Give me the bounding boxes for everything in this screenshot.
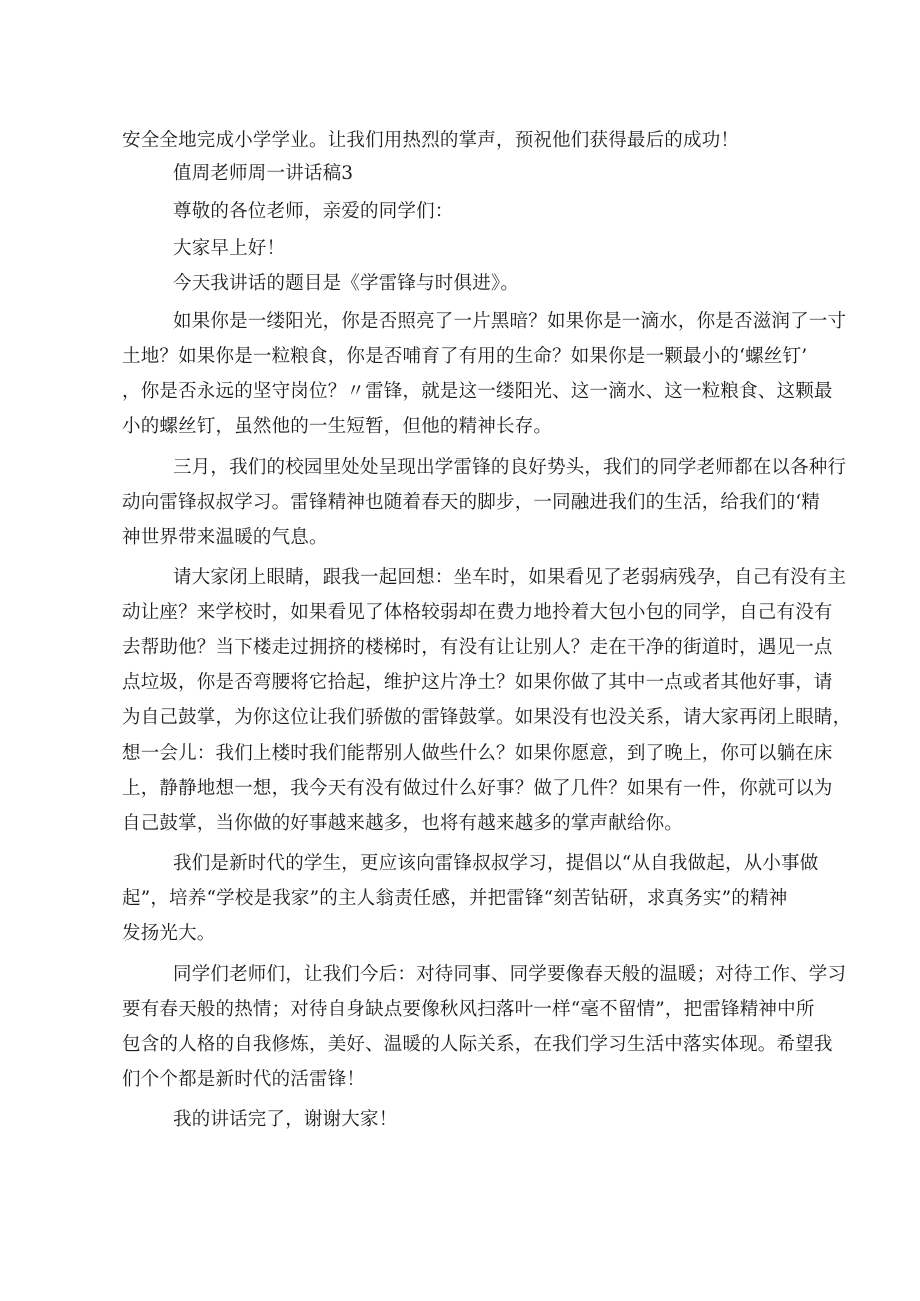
text-line: 想一会儿：我们上楼时我们能帮别人做些什么？如果你愿意，到了晚上，你可以躺在床	[122, 743, 833, 764]
text-line: 为自己鼓掌，为你这位让我们骄傲的雷锋鼓掌。如果没有也没关系，请大家再闭上眼睛，	[122, 707, 852, 728]
text-line: 我们是新时代的学生，更应该向雷锋叔叔学习，提倡以“从自我做起，从小事做	[173, 853, 819, 874]
text-line: 我的讲话完了，谢谢大家！	[173, 1109, 398, 1130]
text-line: 点垃圾，你是否弯腰将它拾起，维护这片净土？如果你做了其中一点或者其他好事，请	[122, 672, 833, 693]
text-line: 请大家闭上眼睛，跟我一起回想：坐车时，如果看见了老弱病残孕，自己有没有主	[173, 567, 847, 588]
text-line: 土地？如果你是一粒粮食，你是否哺育了有用的生命？如果你是一颗最小的‘螺丝钉’	[122, 346, 808, 367]
text-line: 安全全地完成小学学业。让我们用热烈的掌声，预祝他们获得最后的成功！	[122, 130, 740, 151]
text-line: 发扬光大。	[122, 923, 216, 944]
text-line: 如果你是一缕阳光，你是否照亮了一片黑暗？如果你是一滴水，你是否滋润了一寸	[173, 311, 847, 332]
text-line: 起”，培养“学校是我家”的主人翁责任感，并把雷锋“刻苦钻研，求真务实”的精神	[122, 888, 788, 909]
text-line: 们个个都是新时代的活雷锋！	[122, 1069, 366, 1090]
text-line: 神世界带来温暖的气息。	[122, 527, 328, 548]
text-line: 尊敬的各位老师，亲爱的同学们：	[173, 201, 454, 222]
text-line: 去帮助他？当下楼走过拥挤的楼梯时，有没有让让别人？走在干净的街道时，遇见一点	[122, 637, 833, 658]
text-line: 大家早上好！	[173, 238, 286, 259]
text-line: 动让座？来学校时，如果看见了体格较弱却在费力地拎着大包小包的同学，自己有没有	[122, 602, 833, 623]
text-line: ，你是否永远的坚守岗位？〃雷锋，就是这一缕阳光、这一滴水、这一粒粮食、这颗最	[122, 381, 833, 402]
text-line: 小的螺丝钉，虽然他的一生短暂，但他的精神长存。	[122, 416, 553, 437]
text-line: 三月，我们的校园里处处呈现出学雷锋的良好势头，我们的同学老师都在以各种行	[173, 457, 847, 478]
text-line: 自己鼓掌，当你做的好事越来越多，也将有越来越多的掌声献给你。	[122, 813, 684, 834]
section-title: 值周老师周一讲话稿3	[173, 163, 354, 184]
text-line: 同学们老师们，让我们今后：对待同事、同学要像春天般的温暖；对待工作、学习	[173, 964, 847, 985]
text-line: 动向雷锋叔叔学习。雷锋精神也随着春天的脚步，一同融进我们的生活，给我们的‘精	[122, 492, 820, 513]
text-line: 今天我讲话的题目是《学雷锋与时俱进》。	[173, 273, 520, 294]
text-line: 上，静静地想一想，我今天有没有做过什么好事？做了几件？如果有一件，你就可以为	[122, 778, 833, 799]
text-line: 要有春天般的热情；对待自身缺点要像秋风扫落叶一样“毫不留情”，把雷锋精神中所	[122, 999, 815, 1020]
text-line: 包含的人格的自我修炼，美好、温暖的人际关系，在我们学习生活中落实体现。希望我	[122, 1034, 833, 1055]
